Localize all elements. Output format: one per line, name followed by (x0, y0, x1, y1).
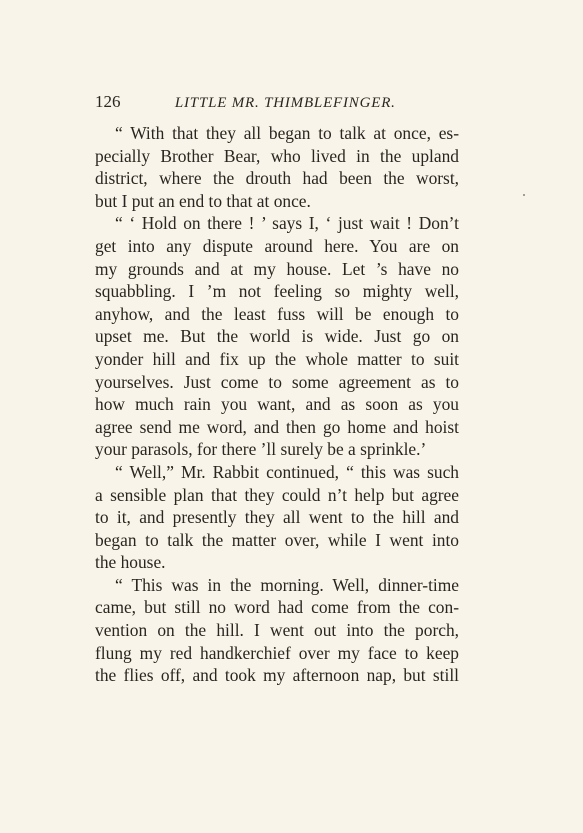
text-line: “ This was in the morning. Well, dinner-time (115, 574, 459, 595)
page-number: 126 (95, 92, 121, 111)
paper-speck (523, 194, 525, 196)
text-line: yourselves. Just come to some agreement as to (95, 371, 459, 392)
running-head: LITTLE MR. THIMBLEFINGER. (174, 95, 396, 111)
text-line: vention on the hill. I went out into the porch, (95, 620, 459, 641)
text-line: a sensible plan that they could n’t help but agree (95, 484, 459, 505)
text-line: your parasols, for there ’ll surely be a sprinkle.’ (95, 439, 427, 460)
text-line: yonder hill and fix up the whole matter to suit (95, 348, 459, 369)
text-line: “ ‘ Hold on there ! ’ says I, ‘ just wait ! Don’t (115, 213, 459, 234)
text-line: but I put an end to that at once. (95, 190, 311, 211)
text-line: get into any dispute around here. You are on (95, 235, 459, 256)
text-line: anyhow, and the least fuss will be enough to (95, 303, 459, 324)
text-line: the flies off, and took my afternoon nap, but still (95, 665, 459, 686)
text-line: my grounds and at my house. Let ’s have no (95, 258, 459, 279)
text-line: flung my red handkerchief over my face to keep (95, 642, 459, 663)
text-line: agree send me word, and then go home and hoist (95, 416, 459, 437)
body-text (95, 122, 459, 687)
text-line: began to talk the matter over, while I went into (95, 529, 459, 550)
text-line: pecially Brother Bear, who lived in the upland (95, 145, 459, 166)
text-line: “ Well,” Mr. Rabbit continued, “ this was such (115, 461, 459, 482)
text-line: district, where the drouth had been the worst, (95, 168, 459, 189)
text-line: to it, and presently they all went to the hill and (95, 507, 459, 528)
text-line: upset me. But the world is wide. Just go on (95, 326, 459, 347)
page-header (95, 92, 495, 113)
text-line: squabbling. I ’m not feeling so mighty well, (95, 281, 459, 302)
text-line: how much rain you want, and as soon as you (95, 394, 459, 415)
text-line: “ With that they all began to talk at once, es- (115, 123, 459, 143)
text-line: came, but still no word had come from the con- (95, 597, 459, 618)
text-line: the house. (95, 552, 166, 573)
